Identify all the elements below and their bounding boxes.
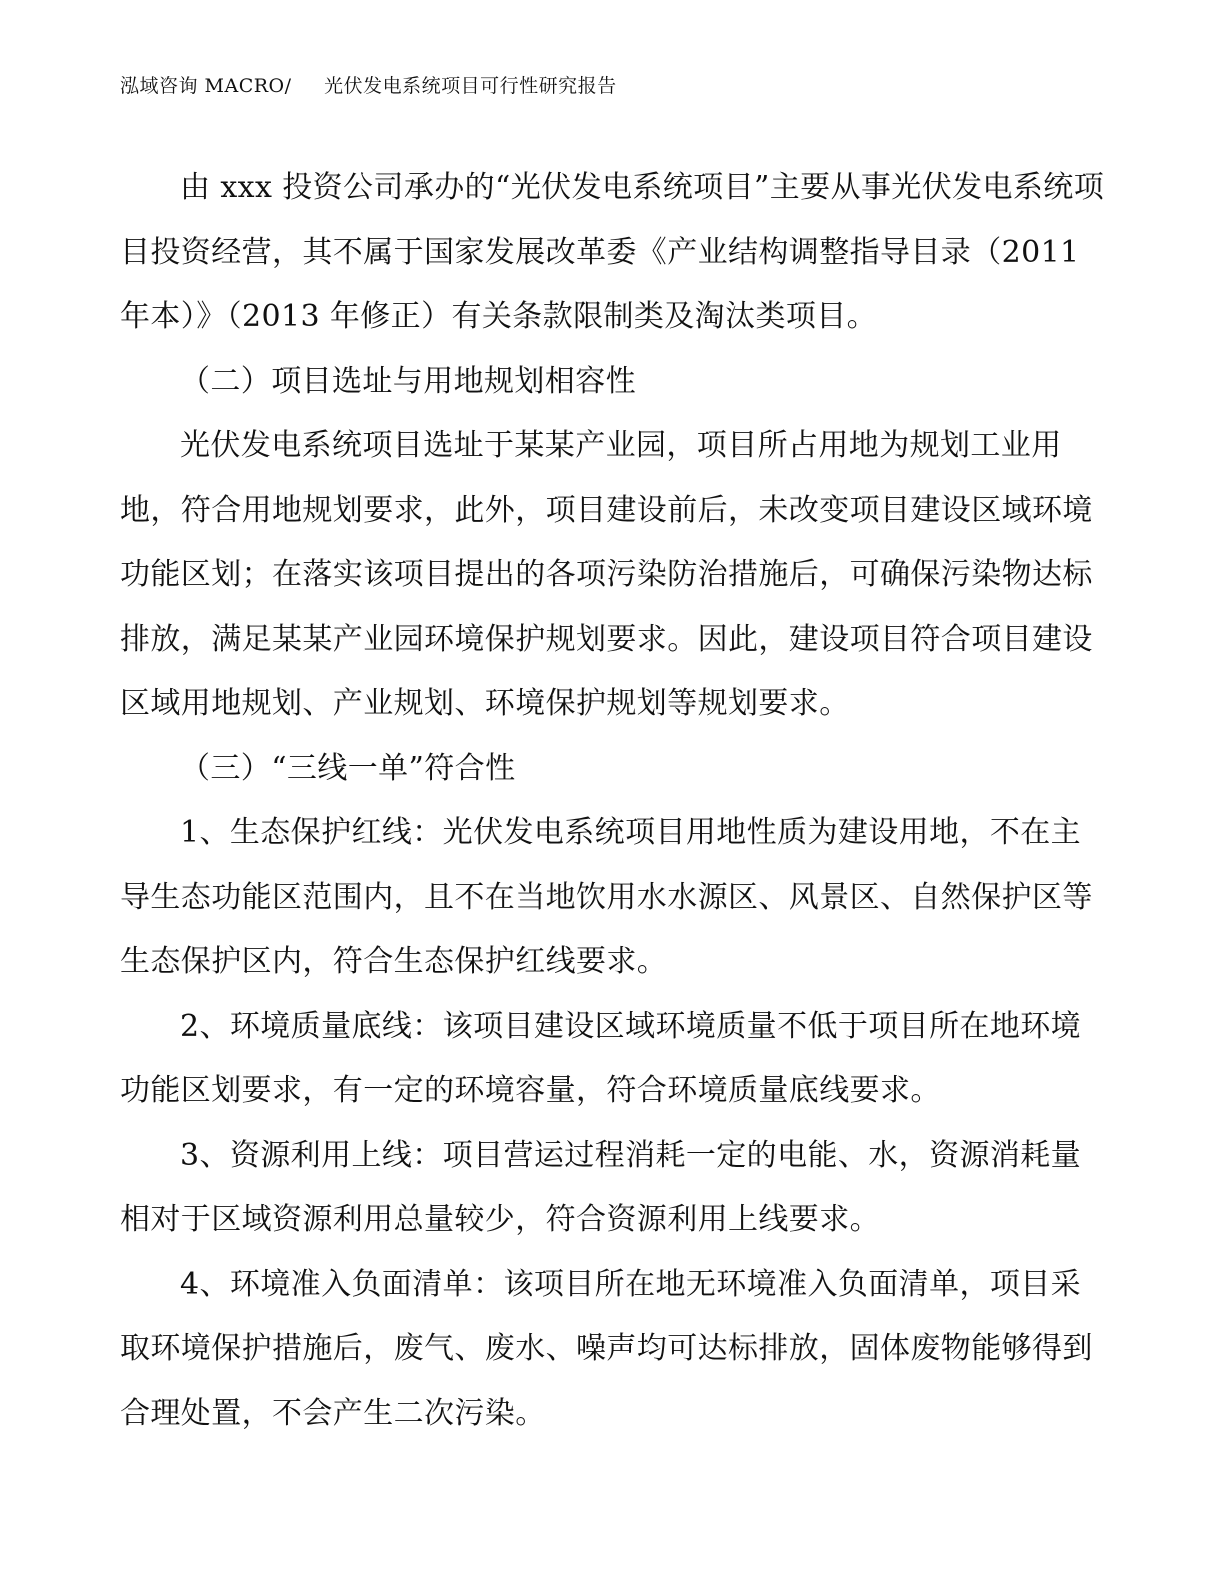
header-title: 光伏发电系统项目可行性研究报告 [324, 75, 617, 97]
paragraph-resource-utilization: 3、资源利用上线：项目营运过程消耗一定的电能、水，资源消耗量相对于区域资源利用总量较少，符合资源利用上线要求。 [120, 1137, 1082, 1237]
paragraph-site-planning: 光伏发电系统项目选址于某某产业园，项目所占用地为规划工业用地，符合用地规划要求，此外，项目建设前后，未改变项目建设区域环境功能区划；在落实该项目提出的各项污染防治措施后，可确保污染物达标排放，满足某某产业园环境保护规划要求。因此，建设项目符合项目建设区域用地规划、产业规划、环境保护规划等规划要求。 [120, 428, 1093, 721]
paragraph-ecological-redline: 1、生态保护红线：光伏发电系统项目用地性质为建设用地，不在主导生态功能区范围内，且不在当地饮用水水源区、风景区、自然保护区等生态保护区内，符合生态保护红线要求。 [120, 815, 1093, 979]
document-body [120, 156, 1110, 1446]
section-heading-three-lines-one-list: （三）“三线一单”符合性 [180, 750, 516, 786]
header-brand: 泓域咨询 MACRO/ [120, 75, 292, 97]
paragraph-intro: 由 xxx 投资公司承办的“光伏发电系统项目”主要从事光伏发电系统项目投资经营，其不属于国家发展改革委《产业结构调整指导目录（2011 年本）》（2013 年修正）有关条款限制类及淘汰类项目。 [120, 170, 1105, 334]
paragraph-negative-list: 4、环境准入负面清单：该项目所在地无环境准入负面清单，项目采取环境保护措施后，废气、废水、噪声均可达标排放，固体废物能够得到合理处置，不会产生二次污染。 [120, 1266, 1093, 1431]
section-heading-site-planning: （二）项目选址与用地规划相容性 [180, 363, 636, 399]
page-header [120, 72, 617, 100]
paragraph-environmental-quality: 2、环境质量底线：该项目建设区域环境质量不低于项目所在地环境功能区划要求，有一定的环境容量，符合环境质量底线要求。 [120, 1008, 1082, 1108]
